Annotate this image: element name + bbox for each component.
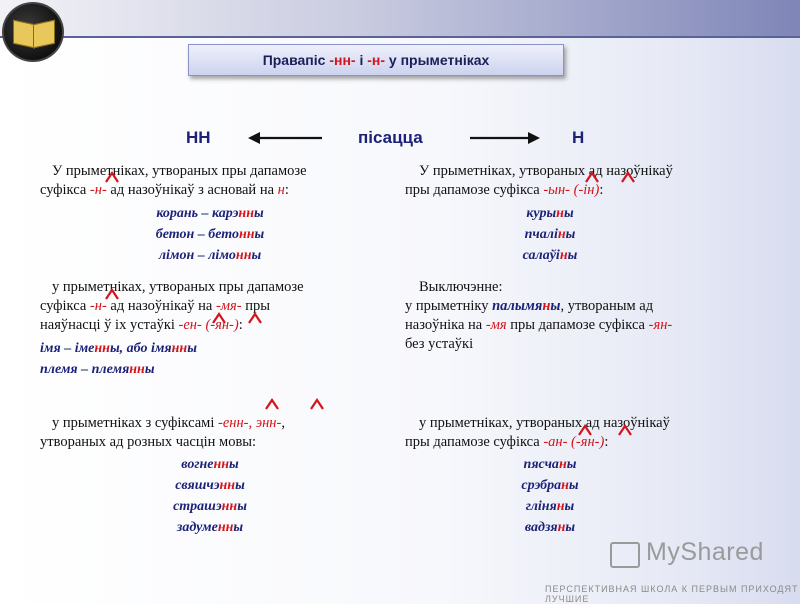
left-rule-3 (40, 414, 385, 452)
example-word: салаўіны (522, 248, 578, 263)
left-examples-2 (40, 338, 340, 380)
rule-line: у прыметніках, утвораных пры дапамозе (52, 279, 304, 295)
title-text: у прыметніках (385, 52, 490, 68)
suffix-enn: -енн-, энн- (217, 415, 282, 431)
example-word: імя – іменны, або імянны (40, 341, 197, 356)
example-word: бетон – бетонны (155, 227, 265, 242)
caret-mark-icon (618, 424, 632, 436)
rule-line: назоўніка на -мя пры дапамозе суфікса -ян- (405, 317, 673, 333)
title-text: і (355, 52, 368, 68)
suffix-yan: -ян- (648, 317, 673, 333)
title-text: Правапіс (262, 52, 330, 68)
rule-line: у прыметніках, утвораных ад назоўнікаў (419, 415, 670, 431)
suffix-n: -н- (89, 298, 107, 314)
left-rule-2 (40, 278, 385, 335)
header-nn: НН (186, 128, 211, 147)
example-word: племя – племянны (40, 362, 155, 377)
example-word: курыны (526, 206, 574, 221)
example-word: пчаліны (524, 227, 576, 242)
left-rule-1 (40, 162, 380, 200)
header-write: пісацца (358, 128, 423, 147)
right-examples-3 (460, 454, 640, 538)
caret-mark-icon (310, 398, 324, 410)
rule-line: без устаўкі (405, 336, 474, 352)
rule-line: пры дапамозе суфікса -ан- (-ян-): (405, 434, 609, 450)
rule-line: у прыметніках з суфіксамі -енн-, энн-, (52, 415, 285, 431)
caret-mark-icon (578, 424, 592, 436)
book-right-page (33, 20, 55, 49)
slide-title (188, 44, 564, 76)
caret-mark-icon (248, 312, 262, 324)
rule-line: наяўнасці ў іх устаўкі -ен- (-ян-): (40, 317, 243, 333)
rule-line: суфікса -н- ад назоўнікаў на -мя- пры (40, 298, 270, 314)
arrow-left-icon (248, 128, 324, 148)
exception-label: Выключэнне: (419, 279, 503, 295)
caret-mark-icon (265, 398, 279, 410)
example-word: лімон – лімонны (158, 248, 262, 263)
title-n: -н- (367, 52, 386, 68)
letter-n: н (277, 182, 285, 198)
example-word: страшэнны (173, 499, 247, 514)
suffix-an-yan: -ан- (-ян-) (543, 434, 605, 450)
rule-line: У прыметніках, утвораных ад назоўнікаў (419, 163, 673, 179)
example-word: пясчаны (523, 457, 577, 472)
left-examples-1 (100, 203, 320, 266)
suffix-mya: -мя (485, 317, 507, 333)
presentation-icon (610, 542, 640, 568)
insert-en-yan: -ен- (-ян-) (178, 317, 239, 333)
school-footer: ПЕРСПЕКТИВНАЯ ШКОЛА К ПЕРВЫМ ПРИХОДЯТ ЛУЧШИЕ (545, 584, 799, 604)
example-word: задуменны (176, 520, 244, 535)
right-exception (405, 278, 770, 354)
book-left-page (13, 20, 35, 49)
example-word: вогненны (181, 457, 239, 472)
suffix-yn-in: -ын- (-ін) (543, 182, 600, 198)
example-word: корань – карэнны (156, 206, 264, 221)
example-word: гліняны (525, 499, 575, 514)
title-nn: -нн- (329, 52, 356, 68)
right-examples-1 (460, 203, 640, 266)
rule-line: У прыметніках, утвораных пры дапамозе (52, 163, 307, 179)
rule-line: пры дапамозе суфікса -ын- (-ін): (405, 182, 604, 198)
example-word: вадзяны (524, 520, 576, 535)
caret-mark-icon (105, 288, 119, 300)
suffix-n: -н- (89, 182, 107, 198)
suffix-mya: -мя- (215, 298, 242, 314)
rule-line: у прыметніку палымяны, утвораным ад (405, 298, 654, 314)
exception-word: палымяны (492, 298, 561, 314)
top-banner (0, 0, 800, 38)
caret-mark-icon (621, 171, 635, 183)
caret-mark-icon (105, 171, 119, 183)
example-word: срэбраны (521, 478, 579, 493)
header-n: Н (572, 128, 585, 147)
books-logo-icon (2, 2, 64, 62)
left-examples-3 (100, 454, 320, 538)
arrow-right-icon (470, 128, 542, 148)
rule-line: утвораных ад розных часцін мовы: (40, 434, 257, 450)
example-word: свяшчэнны (175, 478, 245, 493)
caret-mark-icon (212, 312, 226, 324)
caret-mark-icon (585, 171, 599, 183)
watermark: MyShared (646, 538, 764, 566)
rule-line: суфікса -н- ад назоўнікаў з асновай на н: (40, 182, 289, 198)
